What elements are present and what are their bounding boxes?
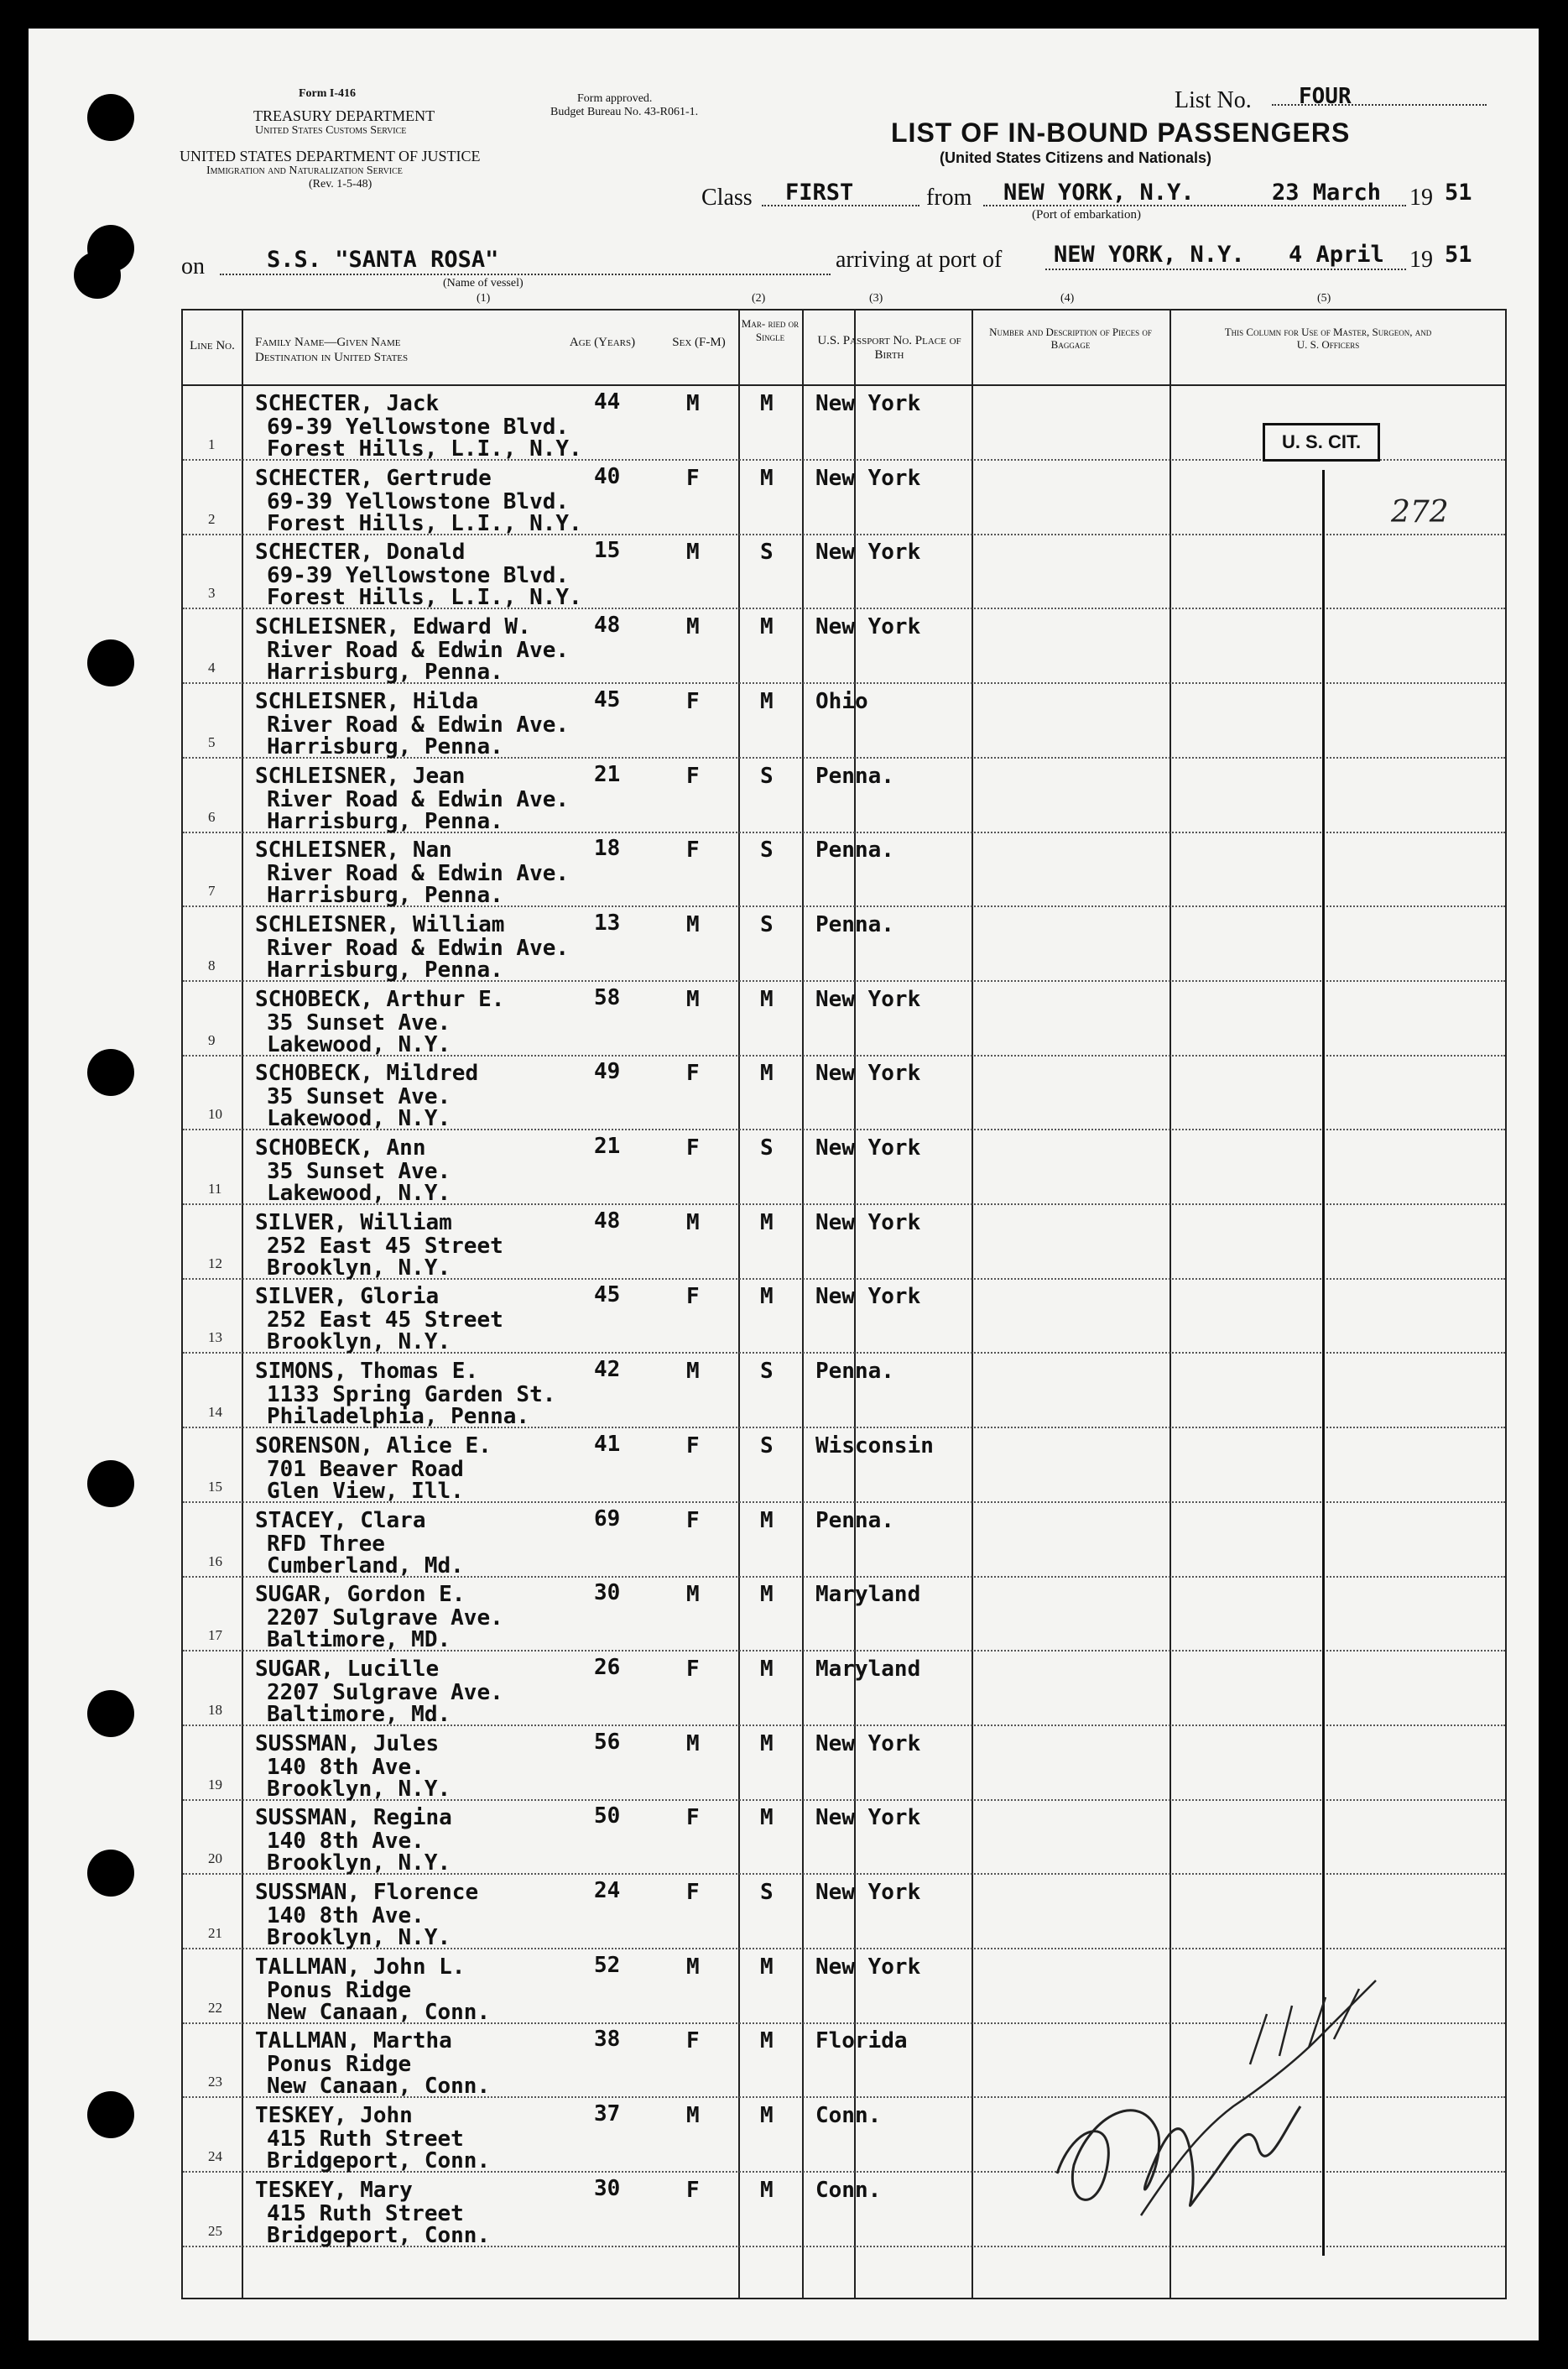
age: 40	[594, 463, 621, 489]
place-of-birth: Penna.	[815, 1359, 894, 1385]
header-name: Family Name—Given Name	[255, 336, 401, 349]
marital-status: M	[760, 1805, 774, 1831]
passenger-name: SILVER, William	[255, 1209, 452, 1235]
marital-status: M	[760, 614, 774, 640]
embarkation-note: (Port of embarkation)	[1032, 208, 1141, 222]
passenger-name: SIMONS, Thomas E.	[255, 1359, 479, 1385]
passenger-name: TESKEY, John	[255, 2103, 413, 2129]
address-line-1: 252 East 45 Street	[267, 1233, 503, 1259]
address-line-1: Ponus Ridge	[267, 2052, 412, 2078]
sex: F	[686, 837, 700, 864]
passenger-name: SCHLEISNER, Edward W.	[255, 614, 531, 640]
passenger-name: SCHLEISNER, Hilda	[255, 688, 479, 714]
passenger-name: SCHECTER, Donald	[255, 540, 466, 566]
table-row	[183, 759, 1505, 833]
form-approved: Form approved.	[577, 92, 653, 105]
marital-status: M	[760, 2177, 774, 2203]
sex: M	[686, 540, 700, 566]
sex: M	[686, 986, 700, 1012]
margin-number: 272	[1391, 495, 1449, 530]
address-line-1: 140 8th Ave.	[267, 1754, 425, 1780]
address-line-2: Lakewood, N.Y.	[267, 1181, 451, 1206]
address-line-2: Bridgeport, Conn.	[267, 2148, 491, 2174]
line-number: 15	[208, 1478, 222, 1495]
vessel-name: S.S. "SANTA ROSA"	[267, 247, 499, 273]
place-of-birth: New York	[815, 1805, 921, 1831]
us-citizen-stamp: U. S. CIT.	[1263, 423, 1380, 462]
address-line-2: Baltimore, MD.	[267, 1627, 451, 1653]
marital-status: S	[760, 837, 774, 864]
marital-status: M	[760, 688, 774, 714]
marital-status: M	[760, 1730, 774, 1756]
age: 48	[594, 1208, 621, 1234]
sex: F	[686, 465, 700, 491]
address-line-2: Harrisburg, Penna.	[267, 660, 503, 686]
arrival-year: 51	[1445, 242, 1472, 268]
sex: F	[686, 1805, 700, 1831]
address-line-1: 1133 Spring Garden St.	[267, 1382, 556, 1408]
table-row	[183, 1428, 1505, 1503]
arrival-year-prefix: 19	[1409, 247, 1433, 273]
passenger-name: SCHLEISNER, Jean	[255, 763, 466, 789]
marital-status: M	[760, 2103, 774, 2129]
passenger-name: SUSSMAN, Jules	[255, 1730, 440, 1756]
sex: F	[686, 1284, 700, 1310]
marital-status: M	[760, 391, 774, 416]
table-row	[183, 535, 1505, 609]
marital-status: M	[760, 1209, 774, 1235]
address-line-2: Brooklyn, N.Y.	[267, 1329, 451, 1355]
table-row	[183, 1130, 1505, 1205]
age: 24	[594, 1878, 621, 1903]
list-no-value: FOUR	[1299, 84, 1352, 109]
age: 15	[594, 538, 621, 564]
age: 44	[594, 389, 621, 415]
age: 45	[594, 1282, 621, 1308]
address-line-1: 701 Beaver Road	[267, 1456, 464, 1482]
sex: F	[686, 1656, 700, 1682]
from-port: NEW YORK, N.Y.	[1003, 180, 1195, 206]
page-subtitle: (United States Citizens and Nationals)	[940, 149, 1212, 166]
officer-signature	[1040, 1964, 1393, 2249]
table-row	[183, 684, 1505, 759]
sex: M	[686, 614, 700, 640]
passenger-name: SCHOBECK, Arthur E.	[255, 986, 505, 1012]
marital-status: S	[760, 540, 774, 566]
sex: M	[686, 391, 700, 416]
place-of-birth: New York	[815, 1209, 921, 1235]
address-line-1: 2207 Sulgrave Ave.	[267, 1605, 503, 1631]
age: 56	[594, 1729, 621, 1755]
passenger-name: SCHOBECK, Mildred	[255, 1061, 479, 1087]
passenger-name: SUGAR, Gordon E.	[255, 1582, 466, 1608]
age: 26	[594, 1654, 621, 1680]
line-number: 14	[208, 1404, 222, 1421]
line-number: 7	[208, 883, 216, 900]
sex: F	[686, 1061, 700, 1087]
line-number: 2	[208, 510, 216, 527]
line-number: 17	[208, 1627, 222, 1644]
marital-status: M	[760, 2028, 774, 2054]
address-line-2: Forest Hills, L.I., N.Y.	[267, 436, 582, 462]
marital-status: S	[760, 1135, 774, 1161]
address-line-2: Harrisburg, Penna.	[267, 957, 503, 983]
line-number: 10	[208, 1106, 222, 1123]
place-of-birth: Penna.	[815, 763, 894, 789]
passenger-name: SORENSON, Alice E.	[255, 1432, 492, 1458]
table-row	[183, 832, 1505, 907]
sex: M	[686, 1359, 700, 1385]
line-number: 22	[208, 1999, 222, 2016]
place-of-birth: New York	[815, 1284, 921, 1310]
header-passport: U.S. Passport No. Place of Birth	[817, 334, 961, 362]
line-number: 21	[208, 1925, 222, 1941]
place-of-birth: Penna.	[815, 837, 894, 864]
table-row	[183, 1875, 1505, 1949]
table-row	[183, 982, 1505, 1057]
age: 45	[594, 686, 621, 712]
marital-status: M	[760, 1507, 774, 1533]
vessel-note: (Name of vessel)	[443, 277, 524, 290]
line-number: 8	[208, 957, 216, 973]
arrival-line	[1045, 269, 1406, 270]
table-row	[183, 1652, 1505, 1726]
age: 30	[594, 1580, 621, 1606]
passenger-name: SCHECTER, Gertrude	[255, 465, 492, 491]
place-of-birth: Ohio	[815, 688, 868, 714]
passenger-name: STACEY, Clara	[255, 1507, 426, 1533]
address-line-1: River Road & Edwin Ave.	[267, 786, 570, 812]
age: 50	[594, 1803, 621, 1829]
justice-dept: UNITED STATES DEPARTMENT OF JUSTICE	[180, 148, 481, 164]
address-line-1: River Road & Edwin Ave.	[267, 638, 570, 664]
sex: F	[686, 763, 700, 789]
place-of-birth: New York	[815, 986, 921, 1012]
table-row	[183, 907, 1505, 982]
header-destination: Destination in United States	[255, 351, 409, 364]
vessel-line	[220, 274, 831, 275]
address-line-2: Forest Hills, L.I., N.Y.	[267, 585, 582, 611]
passenger-name: SCHLEISNER, Nan	[255, 837, 452, 864]
passenger-name: SCHECTER, Jack	[255, 391, 440, 416]
address-line-1: 69-39 Yellowstone Blvd.	[267, 488, 570, 514]
age: 18	[594, 836, 621, 862]
line-number: 6	[208, 808, 216, 825]
table-row	[183, 1726, 1505, 1801]
binder-hole	[74, 252, 121, 299]
place-of-birth: Wisconsin	[815, 1432, 934, 1458]
address-line-1: RFD Three	[267, 1531, 385, 1557]
line-number: 3	[208, 585, 216, 602]
address-line-2: Brooklyn, N.Y.	[267, 1255, 451, 1281]
binder-hole	[87, 1690, 134, 1737]
place-of-birth: New York	[815, 1730, 921, 1756]
address-line-2: Brooklyn, N.Y.	[267, 1776, 451, 1802]
from-year-prefix: 19	[1409, 185, 1433, 211]
place-of-birth: New York	[815, 540, 921, 566]
address-line-2: New Canaan, Conn.	[267, 1999, 491, 2025]
arrival-port: NEW YORK, N.Y.	[1054, 242, 1245, 268]
marital-status: S	[760, 1880, 774, 1905]
marital-status: S	[760, 763, 774, 789]
marital-status: S	[760, 911, 774, 937]
address-line-1: Ponus Ridge	[267, 1977, 412, 2003]
address-line-2: Lakewood, N.Y.	[267, 1031, 451, 1057]
marital-status: M	[760, 986, 774, 1012]
line-number: 19	[208, 1776, 222, 1792]
line-number: 12	[208, 1255, 222, 1271]
line-number: 25	[208, 2222, 222, 2239]
age: 69	[594, 1505, 621, 1532]
sex: M	[686, 1209, 700, 1235]
table-row	[183, 1800, 1505, 1875]
passenger-name: SILVER, Gloria	[255, 1284, 440, 1310]
class-label: Class	[701, 185, 753, 211]
arrival-date: 4 April	[1289, 242, 1384, 268]
age: 58	[594, 984, 621, 1010]
from-year: 51	[1445, 180, 1472, 206]
sex: M	[686, 1954, 700, 1980]
table-row	[183, 1577, 1505, 1652]
sex: F	[686, 1432, 700, 1458]
address-line-1: 140 8th Ave.	[267, 1903, 425, 1928]
line-number: 23	[208, 2074, 222, 2090]
from-date: 23 March	[1272, 180, 1382, 206]
class-value: FIRST	[785, 180, 854, 206]
on-label: on	[181, 253, 205, 279]
sex: F	[686, 688, 700, 714]
address-line-1: 35 Sunset Ave.	[267, 1159, 451, 1184]
place-of-birth: Conn.	[815, 2103, 882, 2129]
passenger-name: TALLMAN, John L.	[255, 1954, 466, 1980]
address-line-2: New Canaan, Conn.	[267, 2074, 491, 2100]
sex: F	[686, 1880, 700, 1905]
address-line-1: 140 8th Ave.	[267, 1829, 425, 1855]
table-row	[183, 1056, 1505, 1130]
header-married: Mar- ried or Single	[741, 317, 800, 343]
sex: F	[686, 1135, 700, 1161]
line-number: 20	[208, 1850, 222, 1867]
binder-hole	[87, 94, 134, 141]
age: 21	[594, 761, 621, 787]
address-line-2: Lakewood, N.Y.	[267, 1106, 451, 1132]
sex: M	[686, 2103, 700, 2129]
address-line-1: River Road & Edwin Ave.	[267, 712, 570, 738]
header-line-no: Line No.	[190, 339, 235, 352]
binder-hole	[87, 1049, 134, 1096]
address-line-1: 2207 Sulgrave Ave.	[267, 1679, 503, 1705]
passenger-name: SUSSMAN, Florence	[255, 1880, 479, 1905]
customs-service: United States Customs Service	[255, 124, 407, 137]
place-of-birth: Florida	[815, 2028, 908, 2054]
line-number: 5	[208, 733, 216, 750]
marital-status: M	[760, 1061, 774, 1087]
address-line-2: Brooklyn, N.Y.	[267, 1925, 451, 1950]
age: 38	[594, 2027, 621, 2053]
sex: F	[686, 2177, 700, 2203]
binder-hole	[87, 639, 134, 686]
line-number: 11	[208, 1181, 222, 1197]
address-line-2: Baltimore, Md.	[267, 1701, 451, 1727]
treasury-dept: TREASURY DEPARTMENT	[253, 107, 435, 124]
sex: F	[686, 1507, 700, 1533]
address-line-2: Philadelphia, Penna.	[267, 1404, 530, 1430]
table-row	[183, 1503, 1505, 1578]
age: 52	[594, 1952, 621, 1978]
place-of-birth: New York	[815, 465, 921, 491]
marital-status: M	[760, 465, 774, 491]
age: 30	[594, 2175, 621, 2201]
col-number-3: (3)	[869, 292, 883, 305]
address-line-2: Harrisburg, Penna.	[267, 733, 503, 759]
address-line-1: 252 East 45 Street	[267, 1307, 503, 1333]
age: 42	[594, 1357, 621, 1383]
address-line-1: 69-39 Yellowstone Blvd.	[267, 563, 570, 589]
address-line-2: Glen View, Ill.	[267, 1478, 464, 1504]
form-revision: (Rev. 1-5-48)	[309, 178, 372, 190]
table-row	[183, 1279, 1505, 1354]
header-sex: Sex (F-M)	[672, 336, 726, 349]
place-of-birth: Penna.	[815, 1507, 894, 1533]
place-of-birth: Penna.	[815, 911, 894, 937]
table-row	[183, 609, 1505, 684]
address-line-1: 415 Ruth Street	[267, 2126, 464, 2152]
vessel-col-no: (1)	[477, 292, 491, 305]
sex: M	[686, 911, 700, 937]
address-line-2: Forest Hills, L.I., N.Y.	[267, 510, 582, 536]
passenger-name: SCHLEISNER, William	[255, 911, 505, 937]
age: 41	[594, 1431, 621, 1457]
address-line-2: Bridgeport, Conn.	[267, 2222, 491, 2248]
col-number-2: (2)	[752, 292, 766, 305]
sex: M	[686, 1730, 700, 1756]
page-title: LIST OF IN-BOUND PASSENGERS	[891, 117, 1351, 148]
passenger-name: TALLMAN, Martha	[255, 2028, 452, 2054]
address-line-1: 35 Sunset Ave.	[267, 1010, 451, 1036]
place-of-birth: New York	[815, 1061, 921, 1087]
age: 49	[594, 1059, 621, 1085]
marital-status: M	[760, 1284, 774, 1310]
age: 48	[594, 613, 621, 639]
sex: F	[686, 2028, 700, 2054]
place-of-birth: New York	[815, 1880, 921, 1905]
passenger-name: SCHOBECK, Ann	[255, 1135, 426, 1161]
line-number: 1	[208, 436, 216, 452]
line-number: 16	[208, 1552, 222, 1569]
ins-service: Immigration and Naturalization Service	[206, 164, 403, 177]
place-of-birth: New York	[815, 1135, 921, 1161]
sex: M	[686, 1582, 700, 1608]
col-number-5: (5)	[1317, 292, 1331, 305]
age: 13	[594, 910, 621, 936]
header-officers: This Column for Use of Master, Surgeon, and U. S. Officers	[1224, 326, 1432, 351]
header-baggage: Number and Description of Pieces of Baggage	[989, 326, 1152, 351]
marital-status: M	[760, 1656, 774, 1682]
binder-hole	[87, 1850, 134, 1897]
address-line-2: Brooklyn, N.Y.	[267, 1850, 451, 1876]
address-line-2: Cumberland, Md.	[267, 1552, 464, 1578]
passenger-name: TESKEY, Mary	[255, 2177, 413, 2203]
binder-hole	[87, 1460, 134, 1507]
header-age: Age (Years)	[569, 336, 636, 349]
budget-bureau: Budget Bureau No. 43-R061-1.	[550, 106, 699, 118]
address-line-2: Harrisburg, Penna.	[267, 808, 503, 834]
marital-status: S	[760, 1432, 774, 1458]
line-number: 24	[208, 2148, 222, 2165]
passenger-name: SUSSMAN, Regina	[255, 1805, 452, 1831]
place-of-birth: Maryland	[815, 1656, 921, 1682]
table-row	[183, 1354, 1505, 1428]
place-of-birth: Conn.	[815, 2177, 882, 2203]
place-of-birth: New York	[815, 1954, 921, 1980]
marital-status: S	[760, 1359, 774, 1385]
binder-hole	[87, 2091, 134, 2138]
place-of-birth: New York	[815, 391, 921, 416]
arriving-label: arriving at port of	[836, 247, 1003, 273]
form-number: Form I-416	[299, 87, 357, 100]
passenger-name: SUGAR, Lucille	[255, 1656, 440, 1682]
address-line-1: 69-39 Yellowstone Blvd.	[267, 415, 570, 440]
col-number-4: (4)	[1060, 292, 1075, 305]
line-number: 18	[208, 1701, 222, 1718]
address-line-2: Harrisburg, Penna.	[267, 883, 503, 909]
place-of-birth: New York	[815, 614, 921, 640]
table-row	[183, 461, 1505, 535]
age: 37	[594, 2101, 621, 2127]
age: 21	[594, 1134, 621, 1159]
line-number: 13	[208, 1329, 222, 1346]
address-line-1: 35 Sunset Ave.	[267, 1084, 451, 1110]
address-line-1: River Road & Edwin Ave.	[267, 861, 570, 887]
list-no-label: List No.	[1175, 87, 1252, 113]
address-line-1: 415 Ruth Street	[267, 2200, 464, 2226]
from-label: from	[926, 185, 972, 211]
line-number: 4	[208, 660, 216, 676]
address-line-1: River Road & Edwin Ave.	[267, 935, 570, 961]
place-of-birth: Maryland	[815, 1582, 921, 1608]
marital-status: M	[760, 1582, 774, 1608]
marital-status: M	[760, 1954, 774, 1980]
table-row	[183, 1205, 1505, 1280]
line-number: 9	[208, 1031, 216, 1048]
